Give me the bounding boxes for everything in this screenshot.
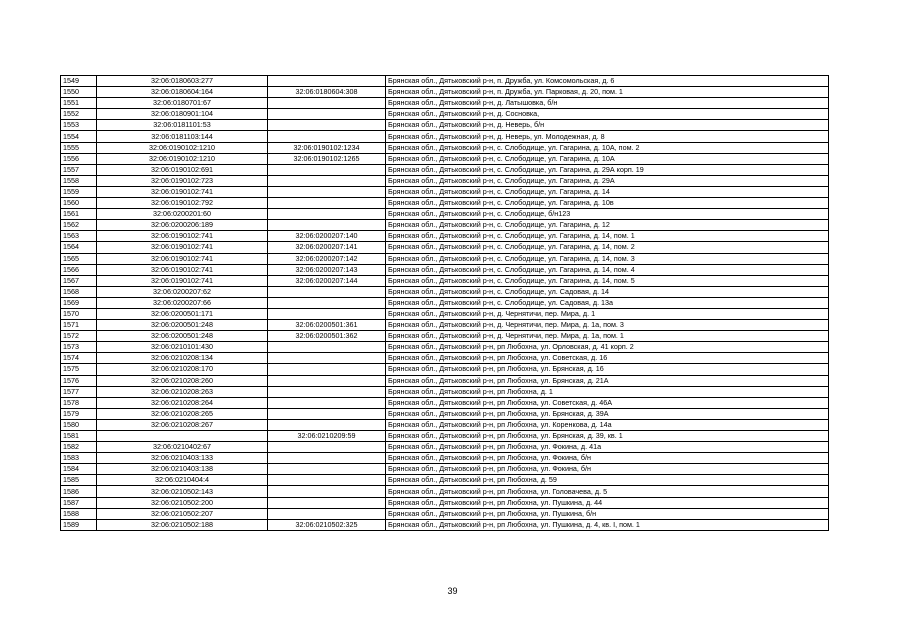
premises-cadastral-number-cell: 32:06:0200207:140 xyxy=(268,231,386,242)
table-row xyxy=(61,164,829,175)
table-row xyxy=(61,175,829,186)
parcel-cadastral-number-cell: 32:06:0190102:1210 xyxy=(97,142,268,153)
row-number-cell: 1583 xyxy=(61,453,97,464)
row-number-cell: 1565 xyxy=(61,253,97,264)
row-number-cell: 1585 xyxy=(61,475,97,486)
premises-cadastral-number-cell xyxy=(268,453,386,464)
premises-cadastral-number-cell xyxy=(268,286,386,297)
premises-cadastral-number-cell xyxy=(268,131,386,142)
row-number-cell: 1567 xyxy=(61,275,97,286)
row-number-cell: 1570 xyxy=(61,308,97,319)
table-row xyxy=(61,386,829,397)
address-cell: Брянская обл., Дятьковский р-н, рп Любохна, ул. Фокина, д. 41а xyxy=(386,442,829,453)
table-row xyxy=(61,153,829,164)
row-number-cell: 1573 xyxy=(61,342,97,353)
parcel-cadastral-number-cell: 32:06:0200501:171 xyxy=(97,308,268,319)
address-cell: Брянская обл., Дятьковский р-н, рп Любохна, ул. Пушкина, д. 4, кв. I, пом. 1 xyxy=(386,519,829,530)
address-cell: Брянская обл., Дятьковский р-н, с. Слободище, ул. Гагарина, д. 14, пом. 4 xyxy=(386,264,829,275)
table-row xyxy=(61,431,829,442)
row-number-cell: 1569 xyxy=(61,297,97,308)
premises-cadastral-number-cell xyxy=(268,419,386,430)
row-number-cell: 1563 xyxy=(61,231,97,242)
row-number-cell: 1549 xyxy=(61,76,97,87)
row-number-cell: 1564 xyxy=(61,242,97,253)
premises-cadastral-number-cell xyxy=(268,164,386,175)
table-row xyxy=(61,519,829,530)
parcel-cadastral-number-cell: 32:06:0210208:134 xyxy=(97,353,268,364)
address-cell: Брянская обл., Дятьковский р-н, рп Любохна, ул. Брянская, д. 21А xyxy=(386,375,829,386)
address-cell: Брянская обл., Дятьковский р-н, рп Любохна, ул. Пушкина, д. 44 xyxy=(386,497,829,508)
address-cell: Брянская обл., Дятьковский р-н, с. Слободище, ул. Гагарина, д. 12 xyxy=(386,220,829,231)
row-number-cell: 1581 xyxy=(61,431,97,442)
address-cell: Брянская обл., Дятьковский р-н, д. Неверь, ул. Молодежная, д. 8 xyxy=(386,131,829,142)
table-row xyxy=(61,297,829,308)
row-number-cell: 1551 xyxy=(61,98,97,109)
parcel-cadastral-number-cell: 32:06:0210208:260 xyxy=(97,375,268,386)
parcel-cadastral-number-cell: 32:06:0210402:67 xyxy=(97,442,268,453)
table-row xyxy=(61,397,829,408)
address-cell: Брянская обл., Дятьковский р-н, с. Слободище, ул. Гагарина, д. 10А xyxy=(386,153,829,164)
address-cell: Брянская обл., Дятьковский р-н, рп Любохна, ул. Фокина, б/н xyxy=(386,464,829,475)
parcel-cadastral-number-cell: 32:06:0200206:189 xyxy=(97,220,268,231)
parcel-cadastral-number-cell: 32:06:0180901:104 xyxy=(97,109,268,120)
premises-cadastral-number-cell xyxy=(268,209,386,220)
address-cell: Брянская обл., Дятьковский р-н, п. Дружба, ул. Комсомольская, д. 6 xyxy=(386,76,829,87)
premises-cadastral-number-cell: 32:06:0200207:142 xyxy=(268,253,386,264)
premises-cadastral-number-cell: 32:06:0200207:144 xyxy=(268,275,386,286)
table-row xyxy=(61,220,829,231)
table-row xyxy=(61,497,829,508)
premises-cadastral-number-cell: 32:06:0200501:362 xyxy=(268,331,386,342)
premises-cadastral-number-cell xyxy=(268,220,386,231)
parcel-cadastral-number-cell: 32:06:0190102:741 xyxy=(97,253,268,264)
table-row xyxy=(61,242,829,253)
table-row xyxy=(61,142,829,153)
address-cell: Брянская обл., Дятьковский р-н, рп Любохна, д. 1 xyxy=(386,386,829,397)
premises-cadastral-number-cell: 32:06:0200501:361 xyxy=(268,320,386,331)
parcel-cadastral-number-cell: 32:06:0200201:60 xyxy=(97,209,268,220)
parcel-cadastral-number-cell: 32:06:0190102:723 xyxy=(97,175,268,186)
table-row xyxy=(61,209,829,220)
parcel-cadastral-number-cell: 32:06:0210101:430 xyxy=(97,342,268,353)
row-number-cell: 1554 xyxy=(61,131,97,142)
parcel-cadastral-number-cell: 32:06:0181103:144 xyxy=(97,131,268,142)
table-row xyxy=(61,120,829,131)
address-cell: Брянская обл., Дятьковский р-н, с. Слободище, ул. Гагарина, д. 10в xyxy=(386,198,829,209)
parcel-cadastral-number-cell: 32:06:0200207:62 xyxy=(97,286,268,297)
parcel-cadastral-number-cell: 32:06:0210502:143 xyxy=(97,486,268,497)
premises-cadastral-number-cell xyxy=(268,353,386,364)
premises-cadastral-number-cell xyxy=(268,497,386,508)
parcel-cadastral-number-cell: 32:06:0210208:267 xyxy=(97,419,268,430)
table-row xyxy=(61,508,829,519)
address-cell: Брянская обл., Дятьковский р-н, с. Слободище, ул. Гагарина, д. 10А, пом. 2 xyxy=(386,142,829,153)
table-row xyxy=(61,364,829,375)
row-number-cell: 1550 xyxy=(61,87,97,98)
address-cell: Брянская обл., Дятьковский р-н, рп Любохна, ул. Советская, д. 16 xyxy=(386,353,829,364)
parcel-cadastral-number-cell: 32:06:0200207:66 xyxy=(97,297,268,308)
row-number-cell: 1575 xyxy=(61,364,97,375)
row-number-cell: 1553 xyxy=(61,120,97,131)
premises-cadastral-number-cell xyxy=(268,375,386,386)
premises-cadastral-number-cell: 32:06:0190102:1234 xyxy=(268,142,386,153)
address-cell: Брянская обл., Дятьковский р-н, с. Слободище, ул. Гагарина, д. 29А xyxy=(386,175,829,186)
row-number-cell: 1574 xyxy=(61,353,97,364)
row-number-cell: 1557 xyxy=(61,164,97,175)
table-row xyxy=(61,353,829,364)
row-number-cell: 1568 xyxy=(61,286,97,297)
row-number-cell: 1577 xyxy=(61,386,97,397)
parcel-cadastral-number-cell: 32:06:0200501:248 xyxy=(97,331,268,342)
premises-cadastral-number-cell xyxy=(268,109,386,120)
row-number-cell: 1584 xyxy=(61,464,97,475)
row-number-cell: 1580 xyxy=(61,419,97,430)
address-cell: Брянская обл., Дятьковский р-н, рп Любохна, ул. Советская, д. 46А xyxy=(386,397,829,408)
table-row xyxy=(61,109,829,120)
table-row xyxy=(61,131,829,142)
parcel-cadastral-number-cell: 32:06:0210403:133 xyxy=(97,453,268,464)
page-number: 39 xyxy=(447,586,458,596)
premises-cadastral-number-cell xyxy=(268,364,386,375)
address-cell: Брянская обл., Дятьковский р-н, рп Любохна, ул. Фокина, б/н xyxy=(386,453,829,464)
table-row xyxy=(61,231,829,242)
table-row xyxy=(61,275,829,286)
table-row xyxy=(61,342,829,353)
table-row xyxy=(61,419,829,430)
parcel-cadastral-number-cell: 32:06:0210208:263 xyxy=(97,386,268,397)
address-cell: Брянская обл., Дятьковский р-н, д. Чернятичи, пер. Мира, д. 1 xyxy=(386,308,829,319)
row-number-cell: 1559 xyxy=(61,186,97,197)
address-cell: Брянская обл., Дятьковский р-н, д. Чернятичи, пер. Мира, д. 1а, пом. 3 xyxy=(386,320,829,331)
address-cell: Брянская обл., Дятьковский р-н, рп Любохна, ул. Коренкова, д. 14а xyxy=(386,419,829,430)
address-cell: Брянская обл., Дятьковский р-н, с. Слободище, ул. Гагарина, д. 14 xyxy=(386,186,829,197)
row-number-cell: 1589 xyxy=(61,519,97,530)
parcel-cadastral-number-cell: 32:06:0180604:164 xyxy=(97,87,268,98)
parcel-cadastral-number-cell: 32:06:0210502:207 xyxy=(97,508,268,519)
table-row xyxy=(61,286,829,297)
premises-cadastral-number-cell: 32:06:0210209:59 xyxy=(268,431,386,442)
address-cell: Брянская обл., Дятьковский р-н, с. Слободище, ул. Садовая, д. 13а xyxy=(386,297,829,308)
premises-cadastral-number-cell xyxy=(268,308,386,319)
row-number-cell: 1555 xyxy=(61,142,97,153)
row-number-cell: 1566 xyxy=(61,264,97,275)
premises-cadastral-number-cell xyxy=(268,120,386,131)
premises-cadastral-number-cell xyxy=(268,175,386,186)
table-row xyxy=(61,264,829,275)
parcel-cadastral-number-cell: 32:06:0210208:264 xyxy=(97,397,268,408)
parcel-cadastral-number-cell: 32:06:0190102:741 xyxy=(97,275,268,286)
table-row xyxy=(61,453,829,464)
parcel-cadastral-number-cell: 32:06:0210502:188 xyxy=(97,519,268,530)
address-cell: Брянская обл., Дятьковский р-н, п. Дружба, ул. Парковая, д. 20, пом. 1 xyxy=(386,87,829,98)
row-number-cell: 1561 xyxy=(61,209,97,220)
premises-cadastral-number-cell xyxy=(268,186,386,197)
address-cell: Брянская обл., Дятьковский р-н, с. Слободище, ул. Гагарина, д. 14, пом. 3 xyxy=(386,253,829,264)
parcel-cadastral-number-cell: 32:06:0180603:277 xyxy=(97,76,268,87)
parcel-cadastral-number-cell: 32:06:0180701:67 xyxy=(97,98,268,109)
table-row xyxy=(61,331,829,342)
premises-cadastral-number-cell xyxy=(268,397,386,408)
table-row xyxy=(61,442,829,453)
table-row xyxy=(61,464,829,475)
table-row xyxy=(61,408,829,419)
table-row xyxy=(61,87,829,98)
premises-cadastral-number-cell xyxy=(268,408,386,419)
premises-cadastral-number-cell: 32:06:0200207:143 xyxy=(268,264,386,275)
parcel-cadastral-number-cell xyxy=(97,431,268,442)
row-number-cell: 1556 xyxy=(61,153,97,164)
premises-cadastral-number-cell xyxy=(268,342,386,353)
parcel-cadastral-number-cell: 32:06:0210404:4 xyxy=(97,475,268,486)
parcel-cadastral-number-cell: 32:06:0190102:741 xyxy=(97,231,268,242)
table-row xyxy=(61,98,829,109)
premises-cadastral-number-cell xyxy=(268,98,386,109)
premises-cadastral-number-cell xyxy=(268,475,386,486)
address-cell: Брянская обл., Дятьковский р-н, д. Чернятичи, пер. Мира, д. 1а, пом. 1 xyxy=(386,331,829,342)
address-cell: Брянская обл., Дятьковский р-н, рп Любохна, ул. Брянская, д. 39, кв. 1 xyxy=(386,431,829,442)
address-cell: Брянская обл., Дятьковский р-н, с. Слободище, ул. Гагарина, д. 14, пом. 5 xyxy=(386,275,829,286)
parcel-cadastral-number-cell: 32:06:0190102:741 xyxy=(97,242,268,253)
address-cell: Брянская обл., Дятьковский р-н, с. Слободище, ул. Садовая, д. 14 xyxy=(386,286,829,297)
table-row xyxy=(61,320,829,331)
row-number-cell: 1582 xyxy=(61,442,97,453)
address-cell: Брянская обл., Дятьковский р-н, с. Слободище, б/н123 xyxy=(386,209,829,220)
parcel-cadastral-number-cell: 32:06:0190102:1210 xyxy=(97,153,268,164)
premises-cadastral-number-cell: 32:06:0200207:141 xyxy=(268,242,386,253)
register-table-body xyxy=(61,76,829,531)
premises-cadastral-number-cell xyxy=(268,386,386,397)
parcel-cadastral-number-cell: 32:06:0200501:248 xyxy=(97,320,268,331)
address-cell: Брянская обл., Дятьковский р-н, рп Любохна, ул. Орловская, д. 41 корп. 2 xyxy=(386,342,829,353)
register-table xyxy=(60,75,829,531)
parcel-cadastral-number-cell: 32:06:0210208:170 xyxy=(97,364,268,375)
parcel-cadastral-number-cell: 32:06:0181101:53 xyxy=(97,120,268,131)
premises-cadastral-number-cell xyxy=(268,464,386,475)
row-number-cell: 1552 xyxy=(61,109,97,120)
premises-cadastral-number-cell xyxy=(268,76,386,87)
address-cell: Брянская обл., Дятьковский р-н, рп Любохна, ул. Брянская, д. 16 xyxy=(386,364,829,375)
row-number-cell: 1579 xyxy=(61,408,97,419)
parcel-cadastral-number-cell: 32:06:0210403:138 xyxy=(97,464,268,475)
row-number-cell: 1560 xyxy=(61,198,97,209)
row-number-cell: 1576 xyxy=(61,375,97,386)
address-cell: Брянская обл., Дятьковский р-н, д. Сосновка, xyxy=(386,109,829,120)
row-number-cell: 1562 xyxy=(61,220,97,231)
table-row xyxy=(61,76,829,87)
row-number-cell: 1572 xyxy=(61,331,97,342)
address-cell: Брянская обл., Дятьковский р-н, рп Любохна, ул. Головачева, д. 5 xyxy=(386,486,829,497)
parcel-cadastral-number-cell: 32:06:0210208:265 xyxy=(97,408,268,419)
address-cell: Брянская обл., Дятьковский р-н, д. Неверь, б/н xyxy=(386,120,829,131)
address-cell: Брянская обл., Дятьковский р-н, с. Слободище, ул. Гагарина, д. 14, пом. 1 xyxy=(386,231,829,242)
table-row xyxy=(61,486,829,497)
row-number-cell: 1558 xyxy=(61,175,97,186)
parcel-cadastral-number-cell: 32:06:0190102:792 xyxy=(97,198,268,209)
premises-cadastral-number-cell xyxy=(268,442,386,453)
parcel-cadastral-number-cell: 32:06:0210502:200 xyxy=(97,497,268,508)
table-row xyxy=(61,475,829,486)
parcel-cadastral-number-cell: 32:06:0190102:691 xyxy=(97,164,268,175)
address-cell: Брянская обл., Дятьковский р-н, д. Латышовка, б/н xyxy=(386,98,829,109)
parcel-cadastral-number-cell: 32:06:0190102:741 xyxy=(97,264,268,275)
table-row xyxy=(61,375,829,386)
row-number-cell: 1587 xyxy=(61,497,97,508)
premises-cadastral-number-cell: 32:06:0190102:1265 xyxy=(268,153,386,164)
address-cell: Брянская обл., Дятьковский р-н, рп Любохна, ул. Брянская, д. 39А xyxy=(386,408,829,419)
premises-cadastral-number-cell: 32:06:0180604:308 xyxy=(268,87,386,98)
table-row xyxy=(61,198,829,209)
address-cell: Брянская обл., Дятьковский р-н, с. Слободище, ул. Гагарина, д. 29А корп. 19 xyxy=(386,164,829,175)
row-number-cell: 1588 xyxy=(61,508,97,519)
premises-cadastral-number-cell xyxy=(268,486,386,497)
row-number-cell: 1586 xyxy=(61,486,97,497)
row-number-cell: 1578 xyxy=(61,397,97,408)
table-row xyxy=(61,253,829,264)
table-row xyxy=(61,308,829,319)
parcel-cadastral-number-cell: 32:06:0190102:741 xyxy=(97,186,268,197)
premises-cadastral-number-cell xyxy=(268,198,386,209)
table-row xyxy=(61,186,829,197)
premises-cadastral-number-cell xyxy=(268,297,386,308)
address-cell: Брянская обл., Дятьковский р-н, с. Слободище, ул. Гагарина, д. 14, пом. 2 xyxy=(386,242,829,253)
address-cell: Брянская обл., Дятьковский р-н, рп Любохна, ул. Пушкина, б/н xyxy=(386,508,829,519)
premises-cadastral-number-cell: 32:06:0210502:325 xyxy=(268,519,386,530)
row-number-cell: 1571 xyxy=(61,320,97,331)
premises-cadastral-number-cell xyxy=(268,508,386,519)
address-cell: Брянская обл., Дятьковский р-н, рп Любохна, д. 59 xyxy=(386,475,829,486)
